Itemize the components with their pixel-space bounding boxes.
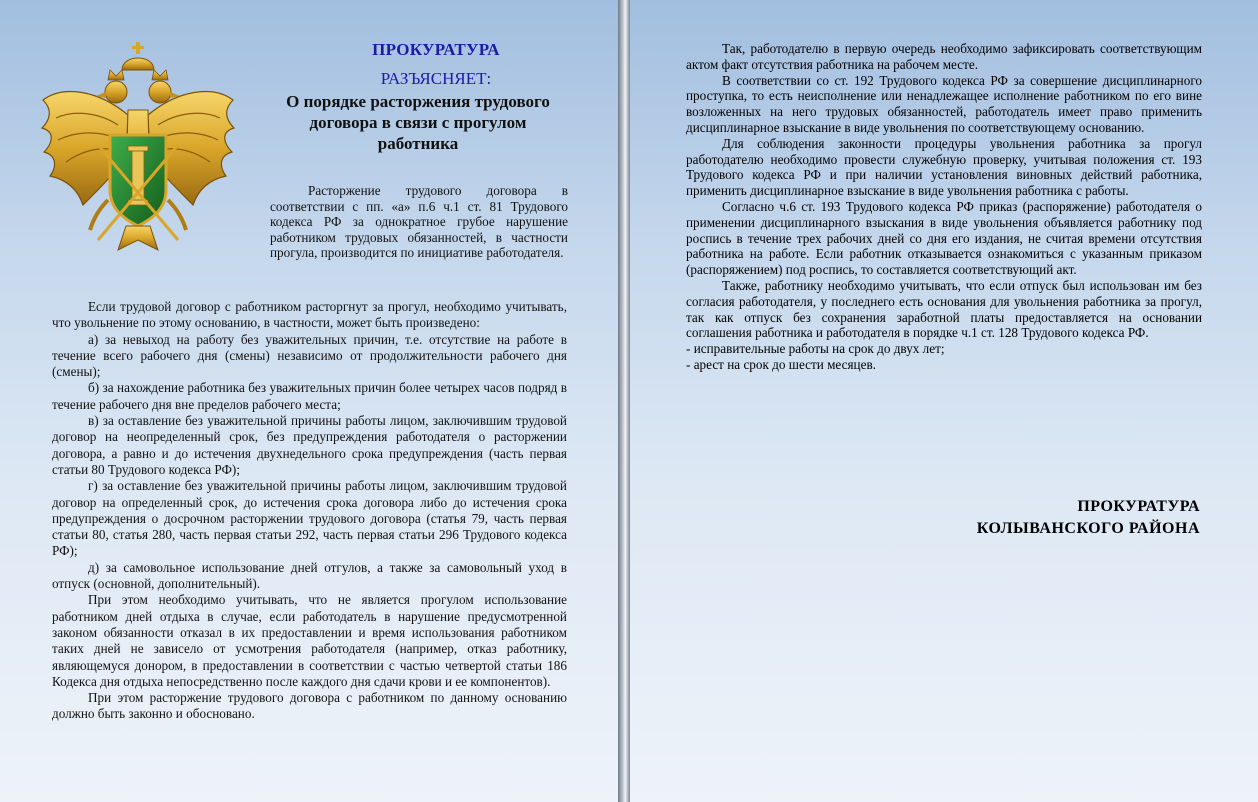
list-item-a: а) за невыход на работу без уважительных причин, т.е. отсутствие на работе в течение всего рабочего дня (смены) независимо от продолжительности рабочего дня (смены);: [52, 331, 567, 380]
list-item-v: в) за оставление без уважительной причины работы лицом, заключившим трудовой договор на неопределенный срок, без предупреждения работодателя о расторжении договора, а равно и до истечения двухнедельного срока предупреждения (часть первая статьи 80 Трудового кодекса РФ);: [52, 413, 567, 477]
left-body-text: [52, 299, 567, 723]
right-body-text: [686, 41, 1202, 373]
body-paragraph: Также, работнику необходимо учитывать, что если отпуск был использован им без согласия работодателя, у последнего есть основания для увольнения работника за прогул, так как отпуск без сохранения заработной платы предоставляется на основании соглашения работника и работодателя в порядке ч.1 ст. 128 Трудового кодекса РФ.: [686, 277, 1202, 341]
body-paragraph: Согласно ч.6 ст. 193 Трудового кодекса РФ приказ (распоряжение) работодателя о применении дисциплинарного взыскания в виде увольнения объявляется работнику под роспись в течение трех рабочих дней со дня его издания, не считая времени отсутствия работника на работе. Если работник отказывается ознакомиться с указанным приказом (распоряжением) под роспись, то составляется соответствующий акт.: [686, 198, 1202, 278]
prosecutor-emblem-icon: [38, 40, 238, 260]
body-paragraph: Для соблюдения законности процедуры увольнения работника за прогул работодателю необходимо провести служебную проверку, учитывая положения ст. 193 Трудового кодекса РФ и при наличии установления виновных действий работника, применить дисциплинарное взыскание в виде увольнения работника с работы.: [686, 135, 1202, 199]
page-gutter: [618, 0, 630, 802]
signature-line-2: КОЛЫВАНСКОГО РАЙОНА: [976, 520, 1200, 537]
header-org-title: ПРОКУРАТУРА: [372, 40, 500, 59]
body-paragraph: При этом необходимо учитывать, что не является прогулом использование работником дней отдыха в случае, если работодатель в нарушение предусмотренной законом обязанности отказал в их предоставлении и время использования работником таких дней не зависело от усмотрения работодателя (например, отказ работнику, являющемуся донором, в предоставлении в соответствии с частью четвертой статьи 186 Кодекса дня отдыха непосредственно после каждого дня сдачи крови и ее компонентов).: [52, 592, 567, 689]
list-item: - арест на срок до шести месяцев.: [686, 356, 876, 372]
body-paragraph: При этом расторжение трудового договора с работником по данному основанию должно быть законно и обосновано.: [52, 690, 567, 722]
list-item-g: г) за оставление без уважительной причины работы лицом, заключившим трудовой договор на определенный срок, до истечения срока договора либо до истечения срока предупреждения о досрочном расторжении трудового договора (статья 79, часть первая статьи 80, статья 280, часть первая статьи 292, часть первая статьи 296 Трудового кодекса РФ);: [52, 478, 567, 559]
signature-line-1: ПРОКУРАТУРА: [1077, 498, 1200, 515]
intro-paragraph: Расторжение трудового договора в соответствии с пп. «а» п.6 ч.1 ст. 81 Трудового кодекса РФ за однократное грубое нарушение работником трудовых обязанностей, в частности прогула, производится по инициативе работодателя.: [270, 183, 568, 261]
body-paragraph: В соответствии со ст. 192 Трудового кодекса РФ за совершение дисциплинарного проступка, то есть неисполнение или ненадлежащее исполнение работником по его вине возложенных на него трудовых обязанностей, работодатель имеет право применить дисциплинарное взыскание в виде увольнения по соответствующему основанию.: [686, 72, 1202, 135]
list-item-d: д) за самовольное использование дней отгулов, а также за самовольный уход в отпуск (основной, дополнительный).: [52, 559, 567, 592]
signature-block: [880, 496, 1200, 540]
body-paragraph: Если трудовой договор с работником расторгнут за прогул, необходимо учитывать, что увольнение по этому основанию, в частности, может быть произведено:: [52, 299, 567, 331]
body-paragraph: Так, работодателю в первую очередь необходимо зафиксировать соответствующим актом факт отсутствия работника на рабочем месте.: [686, 41, 1202, 72]
list-item-b: б) за нахождение работника без уважительных причин более четырех часов подряд в течение рабочего дня вне пределов рабочего места;: [52, 380, 567, 412]
left-page: [0, 0, 618, 802]
header-block: [268, 40, 568, 154]
header-topic: О порядке расторжения трудового договора в связи с прогулом работника: [286, 92, 550, 153]
list-item: - исправительные работы на срок до двух лет;: [686, 341, 945, 357]
header-explains: РАЗЪЯСНЯЕТ:: [380, 69, 492, 88]
